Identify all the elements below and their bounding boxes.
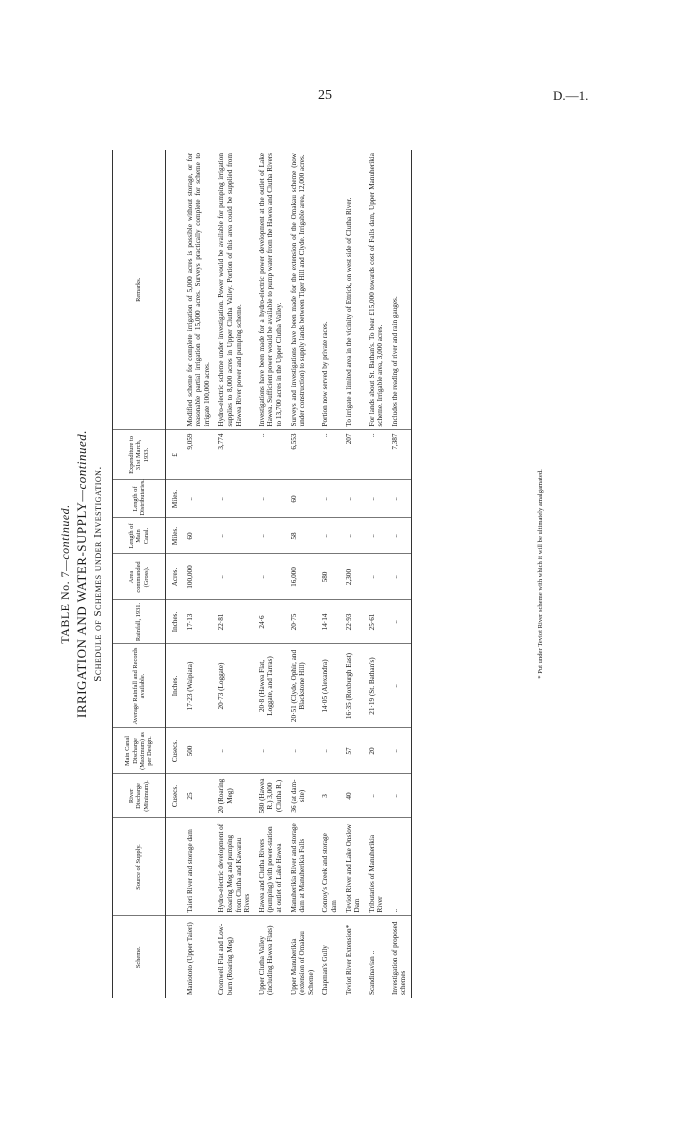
table-title-text: IRRIGATION AND WATER-SUPPLY [74,501,89,718]
units-row [166,150,181,998]
remarks-cell: To irrigate a limited area in the vicinity of Ettrick, on west side of Clutha River. [340,150,363,430]
rainfall-1931-cell: 25·61 [363,600,386,644]
area-cell: .. [363,554,386,600]
river-discharge-cell: 580 (Hawea R.) 3,000 (Clutha R.) [253,774,285,818]
table-row [316,150,339,998]
table-subtitle: Schedule of Schemes under Investigation. [92,466,104,682]
canal-discharge-cell: .. [285,728,317,774]
unit-cell: Inches. [166,600,181,644]
scheme-cell: Chapman's Gully [321,945,330,995]
distributaries-cell: .. [340,480,363,518]
table-row [363,150,386,998]
column-header: Area commanded (Gross). [113,554,166,600]
table-title [74,150,90,998]
source-cell: Hawea and Clutha Rivers (pumping) with power-station at outlet of Lake Hawea [253,818,285,916]
area-cell: 16,000 [285,554,317,600]
rainfall-1931-cell: 22·81 [212,600,252,644]
expenditure-cell: 207 [340,430,363,480]
unit-cell: Inches. [166,644,181,728]
expenditure-cell: 9,059 [181,430,213,480]
unit-cell: Cusecs. [166,728,181,774]
document-reference: D.—1. [553,88,589,103]
expenditure-cell: .. [253,430,285,480]
river-discharge-cell: 20 (Roaring Meg) [212,774,252,818]
rainfall-1931-cell: 20·75 [285,600,317,644]
distributaries-cell: .. [212,480,252,518]
remarks-cell: Investigations have been made for a hydro-electric power development at the outlet of Lake Hawea. Sufficient power would be available to pump water from the Hawea and Clutha Rivers to 13,700 acres in the Upper Clutha Valley. [253,150,285,430]
remarks-cell: Hydro-electric scheme under investigation. Power would be available for pumping irrigation supplies to 8,000 acres in Upper Clutha Valley. Portion of this area could be supplied from Hawea River power and pumping scheme. [212,150,252,430]
remarks-cell: Portion now served by private races. [316,150,339,430]
distributaries-cell: .. [363,480,386,518]
distributaries-cell: .. [316,480,339,518]
source-cell: Conroy's Creek and storage dam [316,818,339,916]
canal-discharge-cell: .. [253,728,285,774]
column-header: Expenditure to 31st March, 1933. [113,430,166,480]
avg-rainfall-cell: 20·51 (Clyde, Ophir, and Blackstone Hill) [285,644,317,728]
river-discharge-cell: .. [363,774,386,818]
table-row [386,150,412,998]
avg-rainfall-cell: 16·35 (Roxburgh East) [340,644,363,728]
distributaries-cell: 60 [285,480,317,518]
avg-rainfall-cell: 20·8 (Hawea Flat, Loggate, and Tarras) [253,644,285,728]
scheme-cell: Scandinavian .. [367,950,376,995]
unit-cell: Acres. [166,554,181,600]
area-cell: 2,300 [340,554,363,600]
main-canal-cell: .. [340,518,363,554]
scheme-cell: Upper Clutha Valley (including Hawea Flats) [257,925,275,995]
column-header: Main Canal Discharge (Maximum) as per Design. [113,728,166,774]
rainfall-1931-cell: 24·6 [253,600,285,644]
source-cell: Manuherikia River and storage dam at Manuherikia Falls [285,818,317,916]
source-cell: Taieri River and storage dam [181,818,213,916]
river-discharge-cell: 36 (at dam-site) [285,774,317,818]
column-header: Source of Supply. [113,818,166,916]
column-header: River Discharge (Minimum). [113,774,166,818]
remarks-cell: Modified scheme for complete irrigation of 5,000 acres is possible without storage, or for reasonable partial irrigation of 15,000 acres. Surveys practically complete for scheme to irrigate 100,000 acres. [181,150,213,430]
remarks-cell: Surveys and investigations have been made for the extension of the Omakau scheme (now under construction) to supply lands between Tiger Hill and Clyde. Irrigable area, 12,000 acres. [285,150,317,430]
area-cell: 580 [316,554,339,600]
area-cell: .. [253,554,285,600]
table-row [253,150,285,998]
avg-rainfall-cell: 17·23 (Waipiata) [181,644,213,728]
main-canal-cell: .. [363,518,386,554]
rainfall-1931-cell: 22·93 [340,600,363,644]
main-canal-cell: 60 [181,518,213,554]
area-cell: .. [386,554,412,600]
main-canal-cell: .. [316,518,339,554]
column-header: Rainfall, 1931. [113,600,166,644]
main-canal-cell: .. [212,518,252,554]
rainfall-1931-cell: 17·13 [181,600,213,644]
canal-discharge-cell: 20 [363,728,386,774]
unit-cell [166,916,181,998]
distributaries-cell: .. [181,480,213,518]
schedule-table [112,150,412,998]
column-header: Scheme. [113,916,166,998]
distributaries-cell: .. [253,480,285,518]
canal-discharge-cell: .. [212,728,252,774]
scheme-cell: Cromwell Flat and Low-burn (Roaring Meg) [217,923,234,995]
remarks-cell: Includes the reading of river and rain gauges. [386,150,412,430]
table-label [58,150,73,998]
source-cell: Hydro-electric development of Roaring Meg and pumping from Clutha and Kawarau Rivers [212,818,252,916]
table-label-suffix: —continued. [58,504,72,571]
column-header: Average Rainfall and Records available. [113,644,166,728]
column-header: Remarks. [113,150,166,430]
canal-discharge-cell: .. [316,728,339,774]
rainfall-1931-cell: 14·14 [316,600,339,644]
unit-cell: Miles. [166,480,181,518]
unit-cell: Cusecs. [166,774,181,818]
table-label-text: TABLE No. 7 [58,570,72,644]
rainfall-1931-cell: .. [386,600,412,644]
scheme-cell: Teviot River Extension* [344,924,353,995]
avg-rainfall-cell: 21·19 (St. Bathan's) [363,644,386,728]
avg-rainfall-cell: .. [386,644,412,728]
scheme-cell: Maniototo (Upper Taieri) [185,922,194,995]
table-header-row [113,150,166,998]
main-canal-cell: 58 [285,518,317,554]
expenditure-cell: .. [363,430,386,480]
distributaries-cell: .. [386,480,412,518]
table-row [285,150,317,998]
unit-cell: £ [166,430,181,480]
canal-discharge-cell: .. [386,728,412,774]
remarks-cell: For lands about St. Bathan's. To bear £15,000 towards cost of Falls dam, Upper Manuherikia scheme. Irrigable area, 3,000 acres. [363,150,386,430]
table-title-suffix: —continued. [74,430,89,502]
avg-rainfall-cell: 14·05 (Alexandra) [316,644,339,728]
area-cell: .. [212,554,252,600]
main-canal-cell: .. [253,518,285,554]
expenditure-cell: 3,774 [212,430,252,480]
table-row [212,150,252,998]
rotated-table-page [50,150,550,998]
table-footnote: * Put under Teviot River scheme with which it will be ultimately amalgamated. [537,469,544,679]
table-row [181,150,213,998]
river-discharge-cell: 25 [181,774,213,818]
river-discharge-cell: 40 [340,774,363,818]
unit-cell [166,818,181,916]
source-cell: Teviot River and Lake Onslow Dam [340,818,363,916]
source-cell: Tributaries of Manuherikia River [363,818,386,916]
expenditure-cell: 6,553 [285,430,317,480]
avg-rainfall-cell: 20·73 (Loggate) [212,644,252,728]
river-discharge-cell: .. [386,774,412,818]
canal-discharge-cell: 500 [181,728,213,774]
table-row [340,150,363,998]
column-header: Length of Distributaries. [113,480,166,518]
river-discharge-cell: 3 [316,774,339,818]
area-cell: 100,000 [181,554,213,600]
column-header: Length of Main Canal. [113,518,166,554]
expenditure-cell: .. [316,430,339,480]
unit-cell [166,150,181,430]
canal-discharge-cell: 57 [340,728,363,774]
unit-cell: Miles. [166,518,181,554]
source-cell: .. [386,818,412,916]
scheme-cell: Upper Manuherikia (extension of Omakau Scheme) [289,931,315,995]
page-number: 25 [318,88,332,103]
scheme-cell: Investigation of proposed schemes [386,916,412,998]
main-canal-cell: .. [386,518,412,554]
expenditure-cell: 7,387 [386,430,412,480]
